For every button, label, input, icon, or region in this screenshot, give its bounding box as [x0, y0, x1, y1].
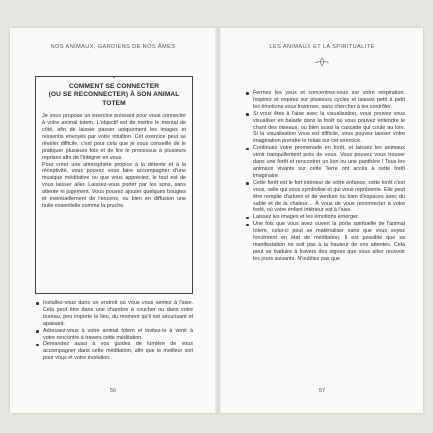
- list-item-text: Cette forêt est le fort intérieur de votre enfance, cette forêt c'est vous, celle qui vous symbolise et qui vous représente. Elle peut être remplie d'arbres et de verdure ou bien d'espaces avec du sable et de la chaleur… À vous de vous reconnecter à votre forêt, où votre enfant intérieur est à l'aise.: [253, 179, 405, 214]
- list-item-text: Demandez aussi à vos guides de lumière de vous accompagner dans cette méditation, afin que le meilleur soit pour vous et votre évolution.: [43, 341, 193, 362]
- list-item-text: Une fois que vous avez ouvert la porte spirituelle de l'animal totem, celui-ci peut se matérialiser sans que vous soyez forcément en état de méditation. Il est possible que sa manifestation ne soit pas à la hauteur de vos attentes. Cela peut se traduire à travers des signes que vous allez recevoir les jours suivants. N'oubliez pas que: [253, 221, 405, 262]
- bullet-icon: [246, 182, 249, 185]
- bullet-icon: [246, 148, 249, 151]
- list-item-text: Laissez les images et les émotions émerger.: [253, 214, 360, 221]
- right-running-head: LES ANIMAUX ET LA SPIRITUALITÉ: [269, 44, 375, 50]
- leaf-ornament-icon: [103, 76, 125, 79]
- bullet-icon: [246, 92, 249, 95]
- bullet-icon: [246, 113, 249, 116]
- list-item: [245, 180, 405, 215]
- bullet-icon: [36, 302, 39, 305]
- left-page: [10, 28, 216, 413]
- list-item: [35, 328, 193, 342]
- left-page-number: 56: [109, 388, 117, 394]
- box-title: [42, 83, 186, 108]
- box-paragraph: Pour créer une atmosphère propice à la détente et à la réceptivité, vous pouvez vous faire accompagner d'une musique méditative ou que vous appréciez, le tout est de vous laisser aller. Laissez-vous porter par les sons, sans attente ni jugement. Vous pouvez ajouter quelques bougies et éventuellement de l'encens, ou bien en diffusion une huile essentielle comme la pruche.: [42, 161, 186, 209]
- box-title-line-1: COMMENT SE CONNECTER: [68, 83, 160, 90]
- box-ornament: [36, 76, 192, 79]
- right-bullet-list: [245, 90, 405, 263]
- book-spread: [10, 28, 423, 413]
- box-title-line-2: (OU SE RECONNECTER) À SON ANIMAL TOTEM: [48, 91, 180, 107]
- box-paragraph: Je vous propose un exercice puissant pour vous connecter à votre animal totem. L'objectif est de mettre le mental de côté, afin de laisser passer uniquement les images et ressentis envoyés par votre intuition. Cet exercice peut se révéler difficile, c'est pour cela que je vous conseille de le pratiquer plusieurs fois et de lire le processus à plusieurs reprises afin de l'intégrer en vous.: [42, 113, 186, 161]
- method-box: [35, 76, 193, 294]
- list-item: [245, 90, 405, 111]
- list-item-text: Continuez votre promenade en forêt, et laissez les animaux venir tranquillement près de vous. Vous pouvez vous trouver dans une forêt et rencontrer un lion ou une panthère ! Tous les animaux vivants sur cette Terre ont accès à cette forêt imaginaire.: [253, 145, 405, 179]
- bullet-icon: [36, 330, 39, 333]
- left-bullet-list: [35, 300, 193, 362]
- list-item: [245, 221, 405, 262]
- list-item: [245, 111, 405, 146]
- bullet-icon: [36, 344, 39, 347]
- list-item-text: Installez-vous dans un endroit où vous vous sentez à l'aise. Cela peut être dans une chambre à coucher ou dans votre bureau, peu importe le lieu, du moment qu'il est sécurisant et apaisant.: [43, 300, 193, 327]
- bullet-icon: [246, 224, 249, 227]
- right-page-number: 57: [318, 388, 326, 394]
- right-page: [221, 28, 423, 413]
- list-item-text: Fermez les yeux et concentrez-vous sur votre respiration. Inspirez et expirez sur plusieurs cycles et laissez petit à petit les émotions vous traverser, sans chercher à les contrôler.: [253, 90, 405, 110]
- right-ornament: [221, 57, 423, 67]
- list-item-text: Adressez-vous à votre animal totem et invitez-le à venir à votre rencontre à travers cette méditation.: [43, 327, 193, 341]
- list-item: [245, 214, 405, 221]
- list-item: [35, 341, 193, 362]
- list-item-text: Si vous êtes à l'aise avec la visualisation, vous pouvez vous visualiser en balade dans la forêt où vous pouvez entendre le chant des oiseaux, ou bien aussi la cascade qui coule au loin. Si la visualisation vous est difficile, vous pouvez laisser votre imagination prendre le relais sur cet exercice.: [253, 110, 405, 145]
- leaf-ornament-icon: [314, 57, 330, 67]
- left-running-head: NOS ANIMAUX, GARDIENS DE NOS ÂMES: [50, 44, 176, 50]
- list-item: [35, 300, 193, 328]
- list-item: [245, 145, 405, 180]
- bullet-icon: [246, 217, 249, 220]
